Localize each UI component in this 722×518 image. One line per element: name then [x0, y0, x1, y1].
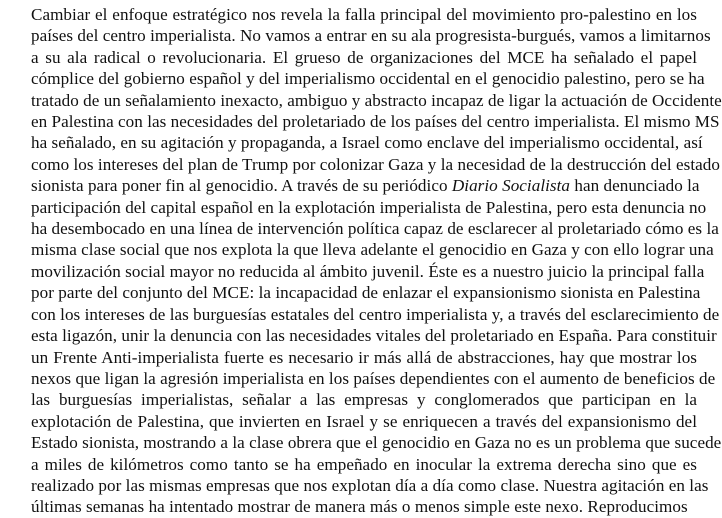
line-text: con los intereses de las burguesías estatales del centro imperialista y, a través del esclarecimiento de	[31, 304, 720, 324]
paragraph-line	[31, 282, 701, 303]
line-text: ha desembocado en una línea de intervención política capaz de esclarecer al proletariado cómo es la	[31, 219, 719, 239]
paragraph-line	[31, 432, 722, 453]
line-text: participación del capital español en la explotación imperialista de Palestina, pero esta denuncia no	[31, 197, 707, 217]
line-text: realizado por las mismas empresas que nos explotan día a día como clase. Nuestra agitación en las	[31, 475, 709, 495]
line-text: explotación de Palestina, que invierten en Israel y se enriquecen a través del expansionismo del	[31, 411, 697, 431]
paragraph-line	[31, 325, 717, 346]
paragraph-line	[31, 154, 720, 175]
line-text: misma clase social que nos explota la que lleva adelante el genocidio en Gaza y con ello lograr una	[31, 240, 714, 260]
line-text: por parte del conjunto del MCE: la incapacidad de enlazar el expansionismo sionista en Palestina	[31, 283, 701, 303]
paragraph-line	[31, 25, 711, 46]
paragraph-line	[31, 304, 720, 325]
line-text: tratado de un señalamiento inexacto, ambiguo y abstracto incapaz de ligar la actuación de Occidente	[31, 90, 722, 110]
line-text: en Palestina con las necesidades del proletariado de los países del centro imperialista. El mismo MS	[31, 112, 720, 132]
paragraph-line	[31, 411, 697, 432]
paragraph-line	[31, 111, 720, 132]
newspaper-title: Diario Socialista	[451, 176, 571, 196]
paragraph-line	[31, 132, 703, 153]
line-text: a su ala radical o revolucionaria. El grueso de organizaciones del MCE ha señalado el papel	[31, 47, 697, 67]
line-text: países del centro imperialista. No vamos a entrar en su ala progresista-burgués, vamos a limitarnos	[31, 26, 711, 46]
paragraph-line	[31, 496, 697, 517]
paragraph-line	[31, 239, 714, 260]
paragraph-line	[31, 389, 697, 410]
paragraph-line	[31, 261, 705, 282]
line-text: las burguesías imperialistas, señalar a las empresas y conglomerados que participan en la	[31, 390, 697, 410]
line-text: esta ligazón, unir la denuncia con las necesidades vitales del proletariado en España. Para constituir	[31, 326, 717, 346]
line-text: un Frente Anti-imperialista fuerte es necesario ir más allá de abstracciones, hay que mostrar los	[31, 347, 697, 367]
paragraph-line	[31, 347, 697, 368]
paragraph-line	[31, 475, 709, 496]
line-text: han denunciado la	[570, 176, 700, 196]
paragraph-line	[31, 197, 707, 218]
line-text: como los intereses del plan de Trump por colonizar Gaza y la necesidad de la destrucción del estado	[31, 154, 720, 174]
paragraph-line	[31, 47, 697, 68]
line-text: Cambiar el enfoque estratégico nos revela la falla principal del movimiento pro-palestino en los	[31, 5, 697, 24]
article-paragraph	[31, 4, 722, 518]
line-text: nexos que ligan la agresión imperialista en los países dependientes con el aumento de beneficios de	[31, 368, 716, 388]
line-text: a miles de kilómetros como tanto se ha empeñado en inocular la extrema derecha sino que es	[31, 454, 697, 474]
line-text: últimas semanas ha intentado mostrar de manera más o menos simple este nexo. Reproducimos	[31, 497, 688, 517]
paragraph-line	[31, 4, 697, 25]
paragraph-line	[31, 68, 705, 89]
line-text: ha señalado, en su agitación y propaganda, a Israel como enclave del imperialismo occidental, así	[31, 133, 703, 153]
line-text: Estado sionista, mostrando a la clase obrera que el genocidio en Gaza no es un problema que sucede	[31, 433, 722, 453]
paragraph-line	[31, 218, 719, 239]
paragraph-line	[31, 90, 722, 111]
line-text: movilización social mayor no reducida al ámbito juvenil. Éste es a nuestro juicio la principal falla	[31, 261, 705, 281]
paragraph-line	[31, 454, 697, 475]
paragraph-line	[31, 175, 700, 196]
paragraph-line	[31, 368, 716, 389]
line-text: sionista para poner fin al genocidio. A través de su periódico	[31, 176, 452, 196]
line-text: cómplice del gobierno español y del imperialismo occidental en el genocidio palestino, pero se ha	[31, 69, 705, 89]
